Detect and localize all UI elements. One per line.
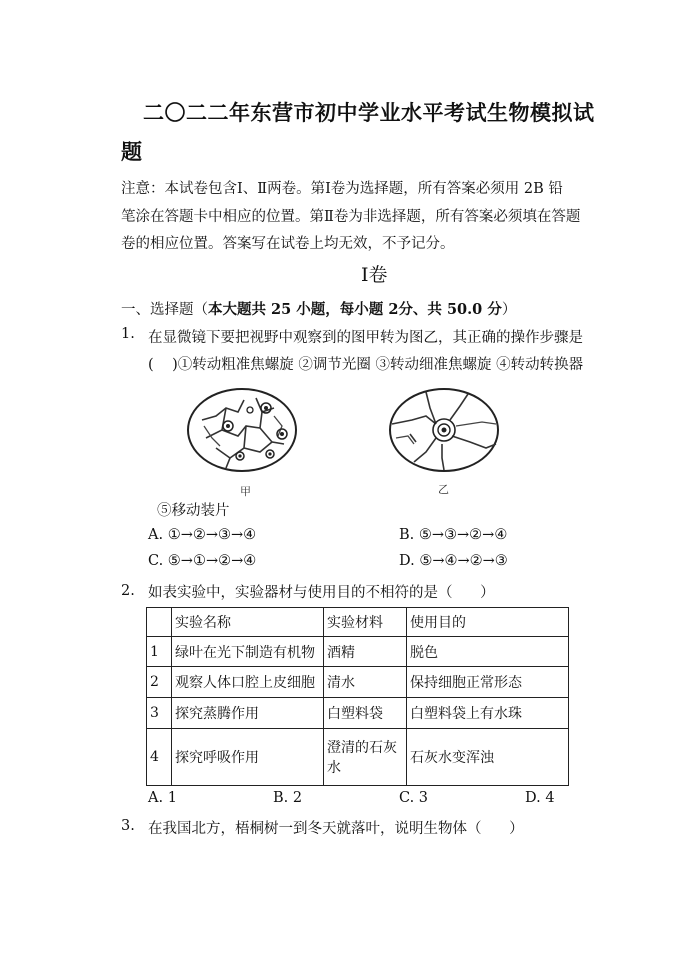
q3-stem: 在我国北方，梧桐树一到冬天就落叶，说明生物体（ ） (148, 821, 524, 837)
page-title: 二〇二二年东营市初中学业水平考试生物模拟试 (143, 100, 595, 125)
notice-line-1: 注意：本试卷包含Ⅰ、Ⅱ两卷。第Ⅰ卷为选择题，所有答案必须用 2B 铅 (121, 181, 563, 197)
q1-stem-line-2: ( )①转动粗准焦螺旋 ②调节光圈 ③转动细准焦螺旋 ④转动转换器 (148, 357, 584, 373)
table-header-cell (147, 608, 172, 637)
table-cell: 4 (147, 729, 172, 786)
table-cell: 1 (147, 637, 172, 667)
table-header-cell: 实验名称 (172, 608, 324, 637)
table-cell: 清水 (324, 667, 407, 698)
table-row (147, 667, 569, 698)
q1-option-b[interactable]: B. ⑤→③→②→④ (399, 527, 508, 543)
experiment-table (146, 607, 569, 786)
table-header-cell: 实验材料 (324, 608, 407, 637)
q1-stem-line-1: 在显微镜下要把视野中观察到的图甲转为图乙，其正确的操作步骤是 (148, 330, 583, 346)
section-suffix: ） (501, 302, 517, 318)
table-cell: 石灰水变浑浊 (407, 729, 569, 786)
q1-option-d[interactable]: D. ⑤→④→②→③ (399, 553, 508, 569)
table-row (147, 729, 569, 786)
figure-jia-label: 甲 (240, 485, 251, 498)
q2-stem: 如表实验中，实验器材与使用目的不相符的是（ ） (148, 585, 495, 601)
table-cell: 3 (147, 698, 172, 729)
notice-line-2: 笔涂在答题卡中相应的位置。第Ⅱ卷为非选择题，所有答案必须填在答题 (121, 209, 581, 225)
table-cell: 白塑料袋上有水珠 (407, 698, 569, 729)
page-title-continued: 题 (121, 139, 143, 164)
table-cell: 观察人体口腔上皮细胞 (172, 667, 324, 698)
figure-yi (386, 386, 504, 484)
table-cell: 酒精 (324, 637, 407, 667)
table-cell: 脱色 (407, 637, 569, 667)
table-cell: 澄清的石灰水 (324, 729, 407, 786)
q2-number: 2. (121, 583, 135, 599)
q2-option-d[interactable]: D. 4 (525, 790, 555, 806)
figure-yi-label: 乙 (438, 483, 449, 496)
figure-jia (186, 386, 304, 484)
q2-option-c[interactable]: C. 3 (399, 790, 429, 806)
section-prefix: 一、选择题（ (121, 302, 208, 318)
table-cell: 2 (147, 667, 172, 698)
table-cell: 探究呼吸作用 (172, 729, 324, 786)
notice-line-3: 卷的相应位置。答案写在试卷上均无效，不予记分。 (121, 236, 455, 252)
table-cell: 白塑料袋 (324, 698, 407, 729)
q2-option-b[interactable]: B. 2 (273, 790, 303, 806)
table-cell: 探究蒸腾作用 (172, 698, 324, 729)
q1-number: 1. (121, 326, 135, 342)
volume-heading: Ⅰ卷 (361, 264, 388, 286)
q1-option-a[interactable]: A. ①→②→③→④ (148, 527, 257, 543)
table-row (147, 637, 569, 667)
section-info: 本大题共 25 小题，每小题 2分、共 50.0 分 (208, 301, 502, 318)
table-header-cell: 使用目的 (407, 608, 569, 637)
table-header-row (147, 608, 569, 637)
table-cell: 保持细胞正常形态 (407, 667, 569, 698)
section-heading (121, 298, 516, 319)
q2-option-a[interactable]: A. 1 (148, 790, 177, 806)
q1-stem-line-3: ⑤移动装片 (157, 503, 230, 519)
q1-option-c[interactable]: C. ⑤→①→②→④ (148, 553, 257, 569)
q3-number: 3. (121, 818, 135, 834)
table-row (147, 698, 569, 729)
table-cell: 绿叶在光下制造有机物 (172, 637, 324, 667)
